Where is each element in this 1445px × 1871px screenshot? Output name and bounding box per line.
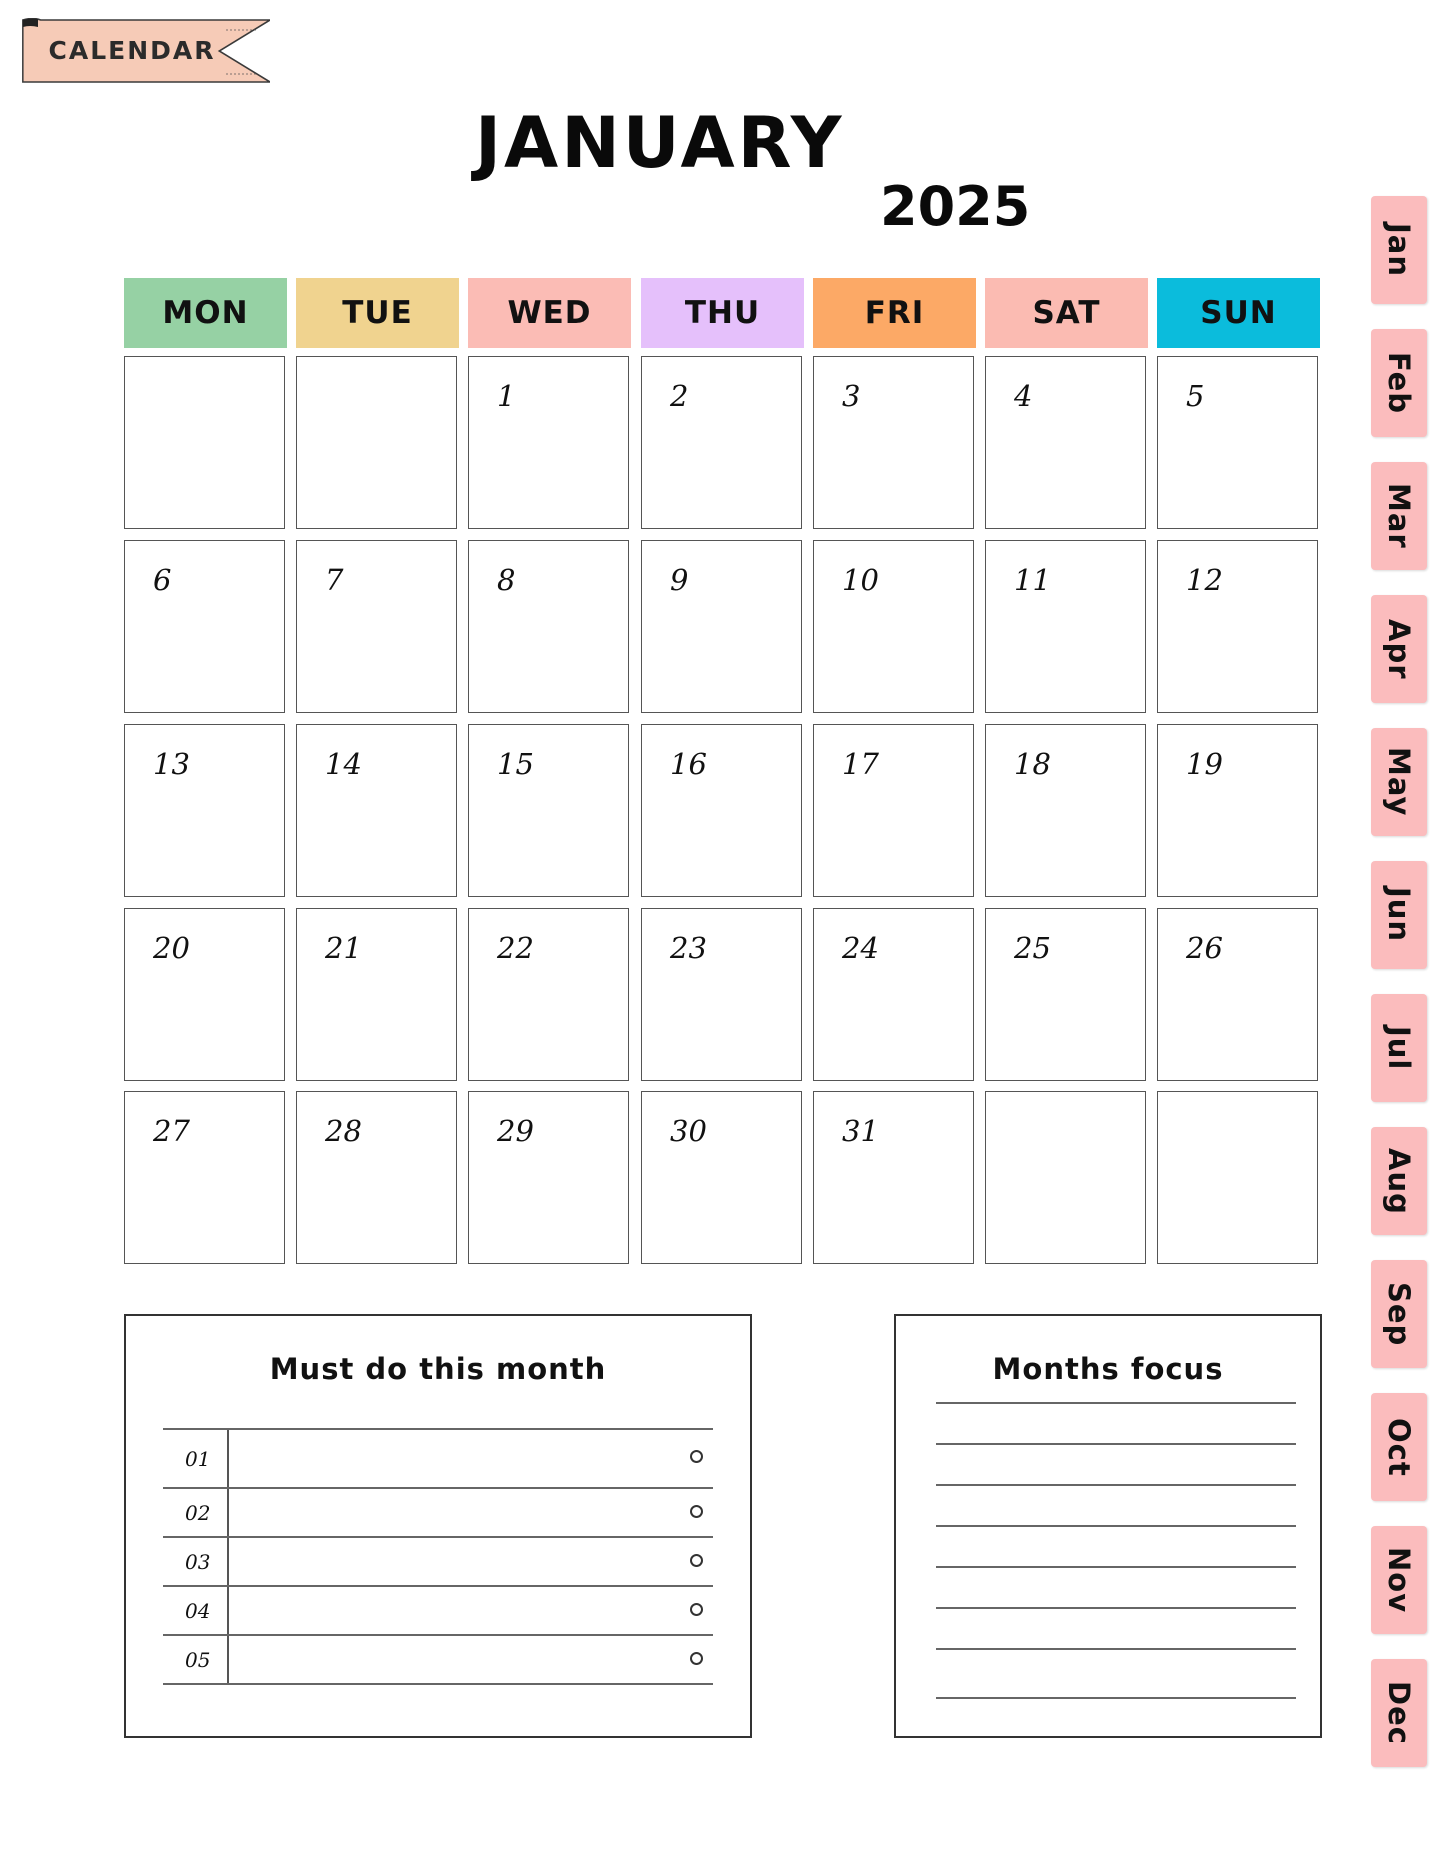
day-number: 17 <box>842 747 879 781</box>
todo-checkbox[interactable] <box>690 1652 703 1665</box>
month-tab-label: Oct <box>1382 1417 1416 1477</box>
todo-row[interactable] <box>163 1487 713 1536</box>
must-do-title: Must do this month <box>269 1352 607 1386</box>
month-tab-label: Dec <box>1382 1681 1416 1745</box>
day-number: 21 <box>325 931 362 965</box>
day-number: 25 <box>1014 931 1051 965</box>
month-tab-jul[interactable] <box>1371 994 1427 1102</box>
todo-checkbox[interactable] <box>690 1554 703 1567</box>
day-number: 18 <box>1014 747 1051 781</box>
weekday-header <box>124 278 1319 348</box>
month-tab-label: Sep <box>1382 1281 1416 1347</box>
month-tab-nov[interactable] <box>1371 1526 1427 1634</box>
day-cell-21[interactable] <box>296 908 457 1081</box>
day-cell-26[interactable] <box>1157 908 1318 1081</box>
todo-number: 02 <box>185 1501 211 1525</box>
calendar-grid <box>124 356 1319 1264</box>
day-number: 28 <box>325 1114 362 1148</box>
month-tab-label: Apr <box>1382 618 1416 680</box>
month-tab-label: May <box>1382 747 1416 817</box>
month-tab-dec[interactable] <box>1371 1659 1427 1767</box>
todo-divider <box>227 1538 229 1585</box>
day-number: 5 <box>1186 379 1205 413</box>
day-number: 20 <box>153 931 190 965</box>
day-number: 31 <box>842 1114 879 1148</box>
day-number: 22 <box>497 931 534 965</box>
day-cell-9[interactable] <box>641 540 802 713</box>
day-cell-15[interactable] <box>468 724 629 897</box>
focus-line[interactable] <box>936 1443 1296 1445</box>
day-number: 2 <box>670 379 689 413</box>
todo-row[interactable] <box>163 1428 713 1487</box>
month-tab-label: Jun <box>1382 887 1416 943</box>
day-cell-3[interactable] <box>813 356 974 529</box>
day-number: 11 <box>1014 563 1051 597</box>
weekday-sun: SUN <box>1157 278 1320 348</box>
month-tab-feb[interactable] <box>1371 329 1427 437</box>
day-cell-4[interactable] <box>985 356 1146 529</box>
month-tab-may[interactable] <box>1371 728 1427 836</box>
month-tab-label: Jan <box>1382 222 1416 277</box>
day-number: 19 <box>1186 747 1223 781</box>
day-number: 26 <box>1186 931 1223 965</box>
weekday-tue: TUE <box>296 278 459 348</box>
day-cell-5[interactable] <box>1157 356 1318 529</box>
todo-divider <box>227 1430 229 1487</box>
day-cell-13[interactable] <box>124 724 285 897</box>
todo-divider <box>227 1489 229 1536</box>
day-number: 6 <box>153 563 172 597</box>
focus-line[interactable] <box>936 1525 1296 1527</box>
day-cell-20[interactable] <box>124 908 285 1081</box>
focus-line[interactable] <box>936 1484 1296 1486</box>
calendar-banner <box>20 18 270 84</box>
day-cell-25[interactable] <box>985 908 1146 1081</box>
day-number: 3 <box>842 379 861 413</box>
day-cell-11[interactable] <box>985 540 1146 713</box>
month-tab-sep[interactable] <box>1371 1260 1427 1368</box>
day-number: 30 <box>670 1114 707 1148</box>
weekday-thu: THU <box>641 278 804 348</box>
day-cell-empty[interactable] <box>296 356 457 529</box>
todo-row[interactable] <box>163 1536 713 1585</box>
day-number: 23 <box>670 931 707 965</box>
day-cell-30[interactable] <box>641 1091 802 1264</box>
banner-label: CALENDAR <box>48 36 216 65</box>
day-cell-empty[interactable] <box>1157 1091 1318 1264</box>
year-title: 2025 <box>880 175 1031 238</box>
day-cell-19[interactable] <box>1157 724 1318 897</box>
must-do-list <box>163 1428 713 1685</box>
day-cell-empty[interactable] <box>985 1091 1146 1264</box>
day-number: 7 <box>325 563 344 597</box>
day-number: 16 <box>670 747 707 781</box>
todo-divider <box>227 1636 229 1683</box>
day-number: 4 <box>1014 379 1033 413</box>
day-cell-22[interactable] <box>468 908 629 1081</box>
todo-row[interactable] <box>163 1634 713 1685</box>
day-number: 27 <box>153 1114 190 1148</box>
weekday-fri: FRI <box>813 278 976 348</box>
day-cell-14[interactable] <box>296 724 457 897</box>
todo-checkbox[interactable] <box>690 1603 703 1616</box>
day-number: 10 <box>842 563 879 597</box>
day-number: 29 <box>497 1114 534 1148</box>
todo-checkbox[interactable] <box>690 1505 703 1518</box>
day-cell-16[interactable] <box>641 724 802 897</box>
day-cell-18[interactable] <box>985 724 1146 897</box>
day-cell-6[interactable] <box>124 540 285 713</box>
focus-line[interactable] <box>936 1402 1296 1404</box>
day-cell-8[interactable] <box>468 540 629 713</box>
day-cell-17[interactable] <box>813 724 974 897</box>
month-tab-oct[interactable] <box>1371 1393 1427 1501</box>
must-do-box <box>124 1314 752 1738</box>
day-cell-29[interactable] <box>468 1091 629 1264</box>
month-tab-mar[interactable] <box>1371 462 1427 570</box>
day-cell-23[interactable] <box>641 908 802 1081</box>
day-number: 12 <box>1186 563 1223 597</box>
todo-number: 03 <box>185 1550 211 1574</box>
weekday-sat: SAT <box>985 278 1148 348</box>
day-cell-12[interactable] <box>1157 540 1318 713</box>
day-number: 9 <box>670 563 689 597</box>
focus-line[interactable] <box>936 1697 1296 1699</box>
month-tab-jan[interactable] <box>1371 196 1427 304</box>
month-tab-label: Feb <box>1382 351 1416 415</box>
day-cell-27[interactable] <box>124 1091 285 1264</box>
todo-checkbox[interactable] <box>690 1450 703 1463</box>
day-number: 1 <box>497 379 516 413</box>
day-cell-1[interactable] <box>468 356 629 529</box>
day-cell-empty[interactable] <box>124 356 285 529</box>
day-number: 14 <box>325 747 362 781</box>
day-number: 24 <box>842 931 879 965</box>
day-number: 8 <box>497 563 516 597</box>
day-cell-2[interactable] <box>641 356 802 529</box>
todo-number: 05 <box>185 1648 211 1672</box>
todo-row[interactable] <box>163 1585 713 1634</box>
day-number: 13 <box>153 747 190 781</box>
weekday-wed: WED <box>468 278 631 348</box>
focus-line[interactable] <box>936 1648 1296 1650</box>
day-cell-7[interactable] <box>296 540 457 713</box>
todo-divider <box>227 1587 229 1634</box>
todo-number: 04 <box>185 1599 211 1623</box>
todo-number: 01 <box>185 1447 211 1471</box>
day-cell-24[interactable] <box>813 908 974 1081</box>
month-title: JANUARY <box>475 102 845 184</box>
focus-line[interactable] <box>936 1566 1296 1568</box>
day-number: 15 <box>497 747 534 781</box>
day-cell-28[interactable] <box>296 1091 457 1264</box>
month-tab-label: Aug <box>1382 1147 1416 1215</box>
day-cell-10[interactable] <box>813 540 974 713</box>
month-tab-label: Nov <box>1382 1546 1416 1614</box>
day-cell-31[interactable] <box>813 1091 974 1264</box>
month-tab-aug[interactable] <box>1371 1127 1427 1235</box>
month-tab-label: Jul <box>1382 1025 1416 1071</box>
month-tab-jun[interactable] <box>1371 861 1427 969</box>
months-focus-title: Months focus <box>992 1352 1224 1386</box>
weekday-mon: MON <box>124 278 287 348</box>
focus-line[interactable] <box>936 1607 1296 1609</box>
month-tab-label: Mar <box>1382 483 1416 549</box>
month-tab-apr[interactable] <box>1371 595 1427 703</box>
months-focus-box <box>894 1314 1322 1738</box>
